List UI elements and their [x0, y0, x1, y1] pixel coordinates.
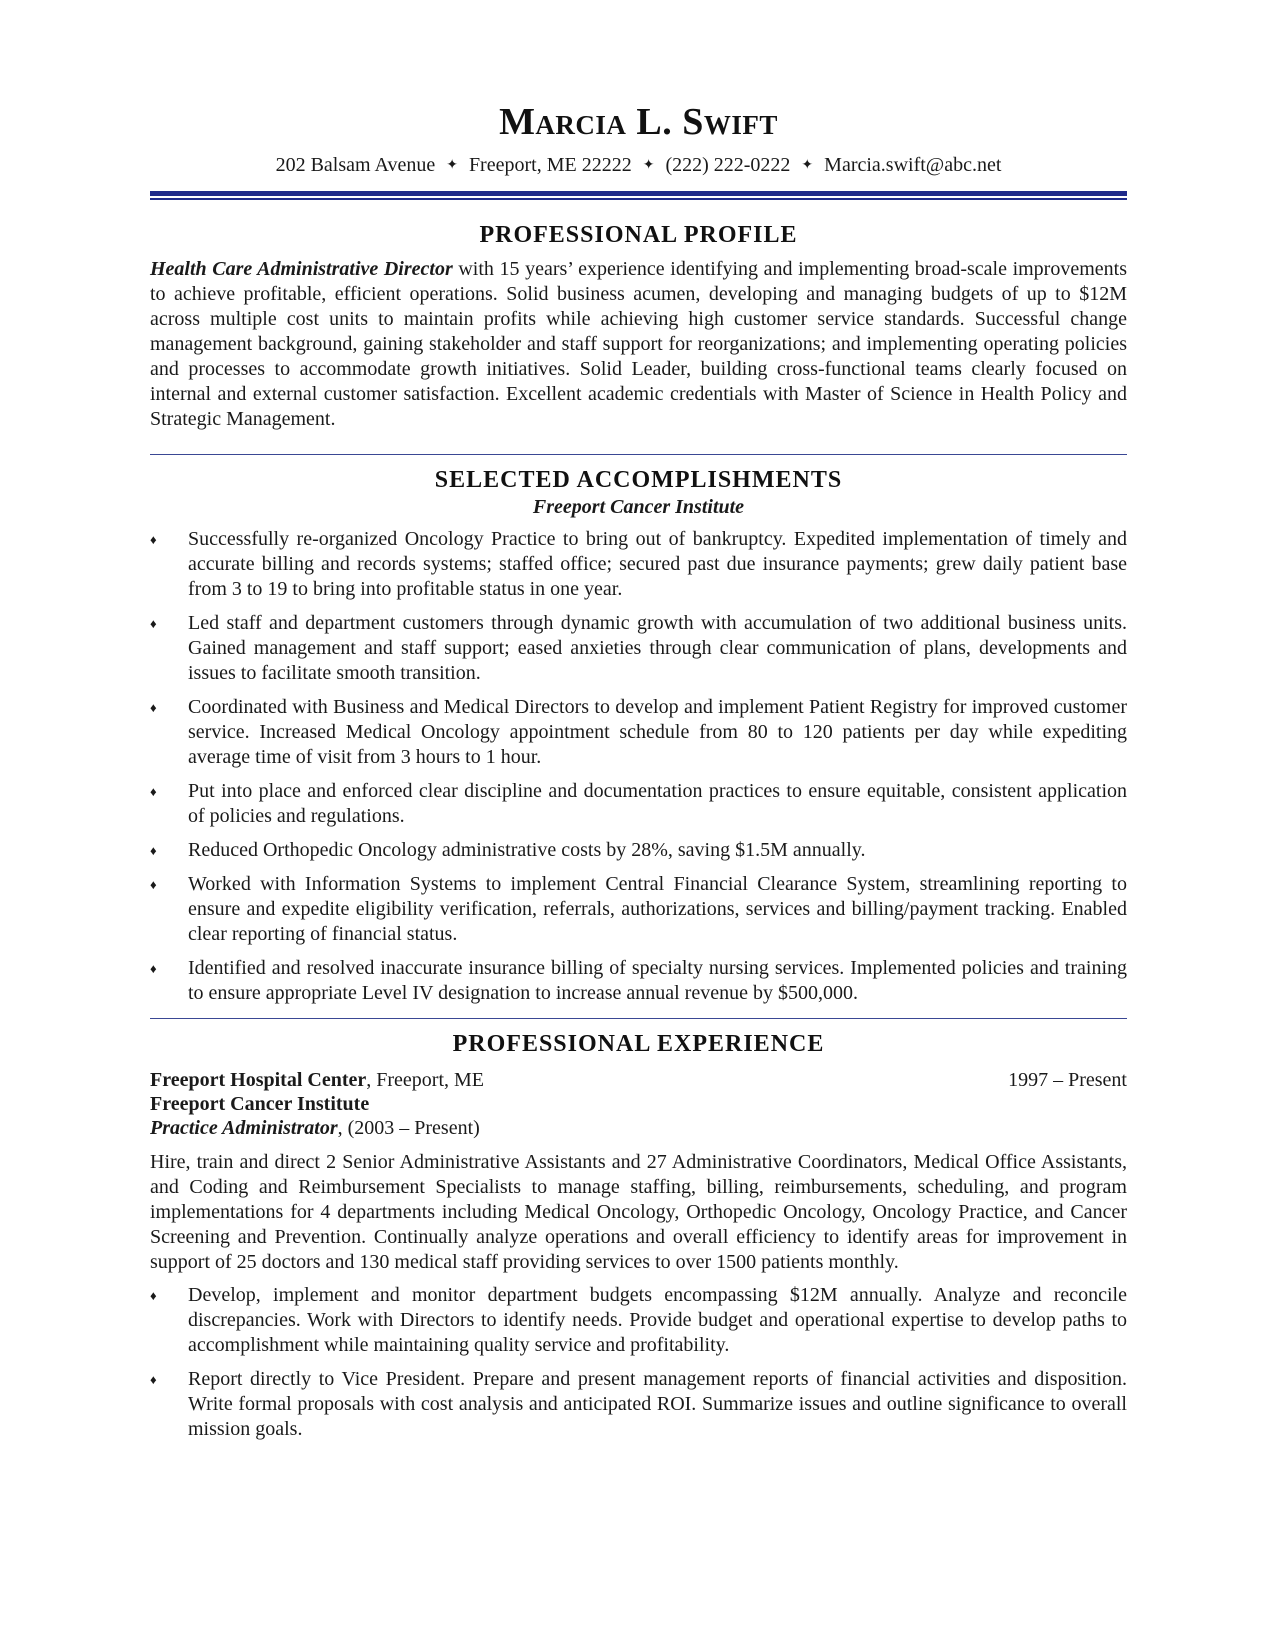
- bullet-icon: ♦: [150, 843, 157, 858]
- list-item-text: Led staff and department customers through dynamic growth with accumulation of two additional business units. Gained management and staff support; eased anxieties through clear communication of plans, developments and issues to facilitate smooth transition.: [188, 612, 1127, 684]
- bullet-icon: ♦: [150, 532, 157, 547]
- accomplishments-title: SELECTED ACCOMPLISHMENTS: [434, 467, 843, 493]
- employer-name: Freeport Hospital Center: [150, 1069, 367, 1091]
- list-item-text: Successfully re-organized Oncology Practice to bring out of bankruptcy. Expedited implementation of timely and accurate billing and records systems; staffed office; secured past due insurance payments; grew daily patient base from 3 to 19 to bring into profitable status in one year.: [188, 528, 1127, 600]
- role-dates: , (2003 – Present): [337, 1117, 480, 1139]
- list-item-text: Coordinated with Business and Medical Directors to develop and implement Patient Registry for improved customer service. Increased Medical Oncology appointment schedule from 80 to 120 patients per day while expediting average time of visit from 3 hours to 1 hour.: [188, 696, 1127, 768]
- section-divider: [150, 454, 1127, 455]
- header-divider: [150, 191, 1127, 196]
- list-item-text: Reduced Orthopedic Oncology administrative costs by 28%, saving $1.5M annually.: [188, 839, 866, 861]
- list-item: [150, 527, 1127, 602]
- employer-line: [150, 1068, 484, 1092]
- contact-email[interactable]: Marcia.swift@abc.net: [824, 154, 1002, 176]
- list-item: [150, 1367, 1127, 1442]
- list-item: [150, 611, 1127, 686]
- contact-line: [150, 154, 1127, 177]
- list-item-text: Worked with Information Systems to implement Central Financial Clearance System, streamlining reporting to ensure and expedite eligibility verification, referrals, authorizations, services and billing/payment tracking. Enabled clear reporting of financial status.: [188, 873, 1127, 945]
- bullet-icon: ♦: [150, 877, 157, 892]
- list-item-text: Identified and resolved inaccurate insurance billing of specialty nursing services. Implemented policies and training to ensure appropriate Level IV designation to increase annual revenue by $500,000.: [188, 957, 1127, 1004]
- employer-location: , Freeport, ME: [366, 1069, 485, 1091]
- bullet-icon: ♦: [150, 1288, 157, 1303]
- list-item: [150, 872, 1127, 947]
- contact-city: Freeport, ME 22222: [468, 154, 632, 176]
- experience-summary: Hire, train and direct 2 Senior Administrative Assistants and 27 Administrative Coordinators, Medical Office Assistants, and Coding and Reimbursement Specialists to manage staffing, billing, reimbursements, scheduling, and program implementations for 4 departments including Medical Oncology, Orthopedic Oncology, Oncology Practice, and Cancer Screening and Prevention. Continually analyze operations and overall efficiency to identify areas for improvement in support of 25 doctors and 130 medical staff providing services to over 1500 patients monthly.: [150, 1151, 1127, 1273]
- experience-title: PROFESSIONAL EXPERIENCE: [452, 1031, 825, 1057]
- profile-text: with 15 years’ experience identifying and implementing broad-scale improvements to achieve profitable, efficient operations. Solid business acumen, developing and managing budgets of up to $12M across multiple cost units to maintain profits while achieving high customer service standards. Successful change management background, gaining stakeholder and staff support for reorganizations; and implementing operating policies and processes to accommodate growth initiatives. Solid Leader, building cross-functional teams clearly focused on internal and external customer satisfaction. Excellent academic credentials with Master of Science in Health Policy and Strategic Management.: [150, 258, 1127, 430]
- resume-content: [150, 100, 1127, 1451]
- list-item: [150, 779, 1127, 829]
- separator-icon: ✦: [642, 158, 655, 173]
- list-item: [150, 838, 1127, 863]
- separator-icon: ✦: [801, 158, 814, 173]
- employer-row: [150, 1068, 1127, 1092]
- header-divider-thin: [150, 198, 1127, 200]
- accomplishments-subtitle: Freeport Cancer Institute: [532, 496, 745, 518]
- separator-icon: ✦: [446, 158, 458, 173]
- list-item-text: Put into place and enforced clear discipline and documentation practices to ensure equitable, consistent application of policies and regulations.: [188, 780, 1127, 827]
- list-item: [150, 1283, 1127, 1358]
- applicant-name: Marcia L. Swift: [499, 101, 778, 143]
- contact-address: 202 Balsam Avenue: [275, 154, 436, 176]
- employer-dates: 1997 – Present: [1008, 1069, 1127, 1091]
- bullet-icon: ♦: [150, 961, 157, 976]
- role-title: Practice Administrator: [150, 1117, 338, 1139]
- list-item: [150, 695, 1127, 770]
- employer-unit: Freeport Cancer Institute: [150, 1093, 370, 1115]
- bullet-icon: ♦: [150, 784, 157, 799]
- bullet-icon: ♦: [150, 616, 157, 631]
- bullet-icon: ♦: [150, 1372, 157, 1387]
- list-item-text: Develop, implement and monitor department budgets encompassing $12M annually. Analyze and reconcile discrepancies. Work with Directors to identify needs. Provide budget and operational expertise to develop paths to accomplishment while maintaining quality service and profitability.: [188, 1284, 1127, 1356]
- section-divider: [150, 1018, 1127, 1019]
- profile-title: PROFESSIONAL PROFILE: [479, 222, 798, 248]
- accomplishments-list: [150, 527, 1127, 1006]
- list-item: [150, 956, 1127, 1006]
- experience-list: [150, 1283, 1127, 1442]
- contact-phone: (222) 222-0222: [665, 154, 791, 176]
- bullet-icon: ♦: [150, 700, 157, 715]
- list-item-text: Report directly to Vice President. Prepare and present management reports of financial activities and disposition. Write formal proposals with cost analysis and anticipated ROI. Summarize issues and outline significance to overall mission goals.: [188, 1368, 1127, 1440]
- role-line: [150, 1116, 1127, 1140]
- profile-lead: Health Care Administrative Director: [150, 258, 453, 280]
- profile-paragraph: [150, 257, 1127, 432]
